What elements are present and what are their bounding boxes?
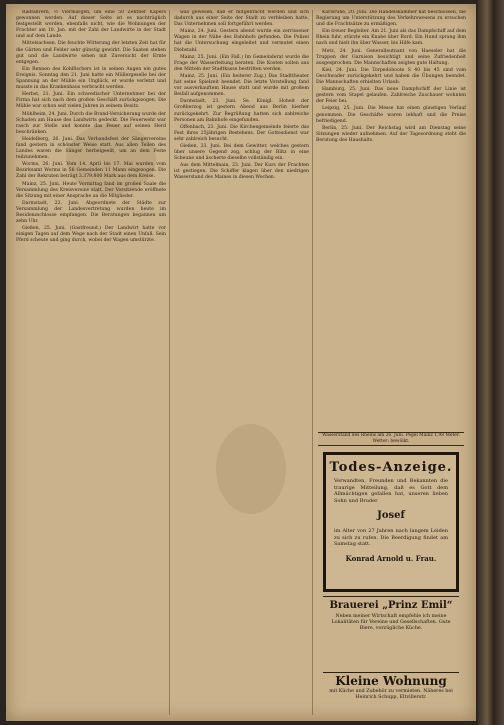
water-level-notice: Wasserstand des Rheins am 26. Juni. Pegel Mainz 1,98 Meter. Wetter: bewölkt. [318, 432, 464, 446]
death-notice-signature: Konrad Arnold u. Frau. [345, 553, 437, 563]
brewery-text: Neben meiner Wirtschaft empfehle ich meine Lokalitäten für Vereine und Gesellschaften. Gute Biere, vorzügliche Küche. [331, 614, 451, 631]
article-paragraph: Mainz, 25. Juni. (Ein Fall.) Im Gemeinderat wurde die Frage der Wasserleitung beraten. Die Kosten sollen aus den Mitteln der Stadtkasse bestritten werden. [174, 54, 309, 72]
article-paragraph: Gießen, 25. Juni. (Gastfreund.) Der Landwirt hatte vor einigen Tagen auf dem Wege nach der Stadt einen Unfall. Sein Pferd scheute und ging durch, wobei der Wagen umstürzte. [16, 226, 166, 244]
death-notice-details: im Alter von 27 Jahren nach langem Leiden zu sich zu rufen. Die Beerdigung findet am Samstag statt. [334, 528, 448, 547]
article-paragraph: Mainz, 25. Juni. Heute Vormittag fand im großen Saale die Versammlung des Kreisvereins statt. Der Vorsitzende eröffnete die Sitzung mit einer Ansprache an die Mitglieder. [16, 181, 166, 199]
article-paragraph: Mainz, 25. Juni. (Ein heiterer Zug.) Das Stadttheater hat seine Spielzeit beendet. Die letzte Vorstellung fand vor ausverkauftem Hause statt und wurde mit großem Beifall aufgenommen. [174, 73, 309, 98]
article-paragraph: Berlin, 25. Juni. Der Reichstag wird am Dienstag seine Sitzungen wieder aufnehmen. Auf der Tagesordnung steht die Beratung des Haushalts. [316, 125, 466, 143]
apartment-title: Kleine Wohnung [335, 674, 447, 688]
apartment-text: mit Küche und Zubehör zu vermieten. Näheres bei Heinrich Schupp, Eltvillerstr. [329, 689, 453, 700]
brewery-name: Brauerei „Prinz Emil“ [329, 600, 453, 611]
brewery-advertisement [323, 596, 459, 669]
left-column [16, 10, 166, 715]
article-paragraph: Darmstadt, 23. Juni. Se. Königl. Hoheit der Großherzog ist gestern Abend aus Berlin hierher zurückgekehrt. Zur Begrüßung hatten sich zahlreiche Personen am Bahnhofe eingefunden. [174, 99, 309, 123]
article-paragraph: was gewesen, daß er mitgebracht werden und sich dadurch aus einer Seite der Stadt zu verbleiben hatte. Das Unternehmen soll fortgeführt werden. [174, 10, 309, 28]
article-paragraph: Herbst, 21. Juni. Ein schwedischer Unternehmer bei der Firma hat sich nach dem großen Geschäft zurückgezogen. Die Mühle war schon seit vielen Jahren in seinem Besitz. [16, 92, 166, 110]
death-notice-title: Todes-Anzeige. [329, 460, 453, 475]
article-paragraph: Mainz, 24. Juni. Gestern abend wurde ein zerrissener Wagen in der Nähe des Bahnhofs gefunden. Die Polizei hat die Untersuchung eingeleitet und vermutet einen Diebstahl. [174, 29, 309, 53]
article-paragraph: Kiel, 24. Juni. Die Torpedoboote S 40 bis 45 sind vom Geschwader zurückgekehrt und haben die Übungen beendet. Die Mannschaften erhielten Urlaub. [316, 67, 466, 86]
article-paragraph: Karlsruhe, 20. Juni. Die Handelskammer hat beschlossen, die Regierung um Unterstützung des Verkehrswesens zu ersuchen und die Frachtsätze zu ermäßigen. [316, 10, 466, 28]
article-paragraph: Gießen, 23. Juni. Bei dem Gewitter, welches gestern über unsere Gegend zog, schlug der Blitz in eine Scheune und äscherte dieselbe vollständig ein. [174, 143, 309, 162]
article-paragraph: Ein treuer Begleiter. Am 21. Juni als das Dampfschiff auf dem Rhein fuhr, stürzte ein Knabe über Bord. Ein Hund sprang ihm nach und hielt ihn über Wasser, bis Hilfe kam. [316, 29, 466, 47]
death-notice [323, 452, 459, 592]
article-paragraph: Worms, 26. Juni. Vom 14. April bis 17. Mai wurden vom Bezirksamt Worms in 56 Gemeinden 11 Mann eingezogen. Die Zahl der Rekruten beträgt 3.379.800 Mark aus dem Kreise. [16, 162, 166, 180]
apartment-advertisement [323, 672, 459, 715]
deceased-name: Josef [377, 510, 405, 521]
article-paragraph: Radfahrern, ½ Viermargen, um eine 50 Zentner Kapers gewonnen werden. Auf dieser Seite ist es nachträglich festgestellt worden, ebenfalls nicht, wie die Wohnungen der Frachter am 10. Jan. mit der Zahl der Landwirte in der Stadt und auf dem Lande. [16, 10, 166, 40]
right-column [316, 10, 466, 430]
article-paragraph: Metz, 24. Juni. Generalleutnant von Haeseler hat die Truppen der Garnison besichtigt und seine Zufriedenheit ausgesprochen. Die Mannschaften zeigten gute Haltung. [316, 48, 466, 66]
article-paragraph: Ein Rennen des Kohlfischers ist in seinen Augen ein gutes Ereignis. Sonntag den 21. Juni hatte ein Müllergeselle bei der Spannung an der Mühle ein Unglück, er wurde verletzt und musste in das Krankenhaus verbracht werden. [16, 66, 166, 91]
article-paragraph: Heidelberg, 26. Juni. Das Verbandsfest der Sängervereine fand gestern in schönster Weise statt. Aus allen Teilen des Landes waren die Sänger herbeigeeilt, um an dem Feste teilzunehmen. [16, 136, 166, 161]
article-paragraph: Hamburg, 25. Juni. Das neue Dampfschiff der Linie ist gestern vom Stapel gelaufen. Zahlreiche Zuschauer wohnten der Feier bei. [316, 87, 466, 105]
article-paragraph: Mittelsachsen. Die feuchte Witterung der letzten Zeit hat für die Gärten und Felder sehr günstig gewirkt. Die Saaten stehen gut und die Landwirte sehen mit Zuversicht der Ernte entgegen. [16, 41, 166, 65]
article-paragraph: Aus dem Mittelmain, 23. Juni. Der Kurs der Frachten ist gestiegen. Die Schiffer klagen über den niedrigen Wasserstand des Maines in diesen Wochen. [174, 163, 309, 181]
article-paragraph: Darmstadt, 22. Juni. Abgeordnete der Städte zur Versammlung der Landesvertretung wurden heute im Residenzschlosse empfangen. Die Beratungen begannen um zehn Uhr. [16, 200, 166, 225]
article-paragraph: Mühlheim, 24. Juni. Durch die Brand-Versicherung wurde der Schaden am Hause des Landwirts gedeckt. Die Feuerwehr war rasch zur Stelle und konnte das Feuer auf seinen Herd beschränken. [16, 111, 166, 135]
article-paragraph: Leipzig, 25. Juni. Die Messe hat einen günstigen Verlauf genommen. Die Geschäfte waren lebhaft und die Preise befriedigend. [316, 106, 466, 124]
death-notice-intro: Verwandten, Freunden und Bekannten die traurige Mitteilung, daß es Gott dem Allmächtigen gefallen hat, unseren lieben Sohn und Bruder [334, 478, 448, 504]
newspaper-page [6, 4, 476, 721]
column-rule [169, 10, 170, 715]
book-binding [478, 0, 504, 725]
middle-column [174, 10, 309, 715]
article-paragraph: Offenbach, 23. Juni. Die Kirchengemeinde feierte das Fest ihres 25jährigen Bestehens. Der Gottesdienst war sehr zahlreich besucht. [174, 124, 309, 142]
column-rule [312, 10, 313, 715]
